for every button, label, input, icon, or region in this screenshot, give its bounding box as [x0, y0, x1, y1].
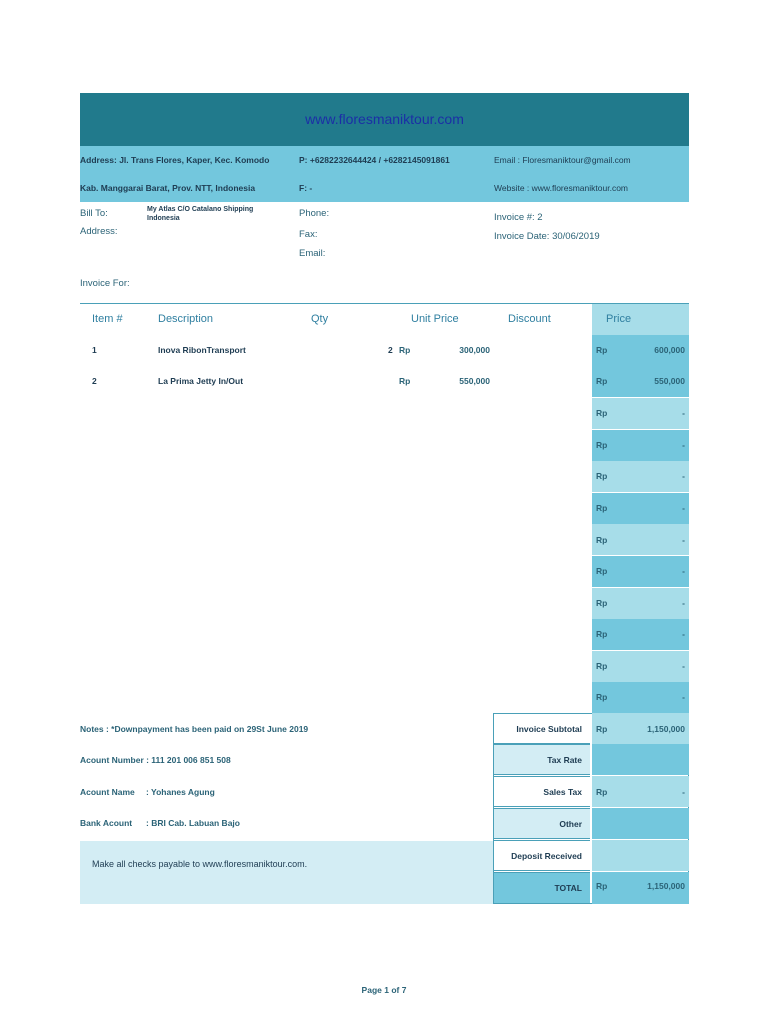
other-label: Other: [493, 808, 590, 839]
row2-unit-price: 550,000: [459, 376, 490, 386]
website-title[interactable]: www.floresmaniktour.com: [305, 111, 464, 127]
empty-row-price: -: [682, 661, 685, 671]
row1-price-currency: Rp: [596, 345, 608, 355]
row1-unit-currency: Rp: [399, 345, 411, 355]
row2-price: 550,000: [654, 376, 685, 386]
empty-row-currency: Rp: [596, 471, 608, 481]
bill-to-value: My Atlas C/O Catalano Shipping Indonesia: [147, 206, 254, 222]
sales-tax-value: -: [682, 787, 685, 797]
checks-payable-text: Make all checks payable to www.floresmaniktour.com.: [92, 859, 308, 869]
checks-payable-box: [80, 841, 493, 904]
fax-label: Fax:: [299, 229, 318, 240]
account-name-value: : Yohanes Agung: [146, 787, 215, 797]
empty-row-price: -: [682, 471, 685, 481]
row1-item: 1: [92, 345, 97, 355]
row2-price-currency: Rp: [596, 376, 608, 386]
col-discount: Discount: [508, 313, 551, 325]
empty-row-price: -: [682, 408, 685, 418]
empty-row-currency: Rp: [596, 566, 608, 576]
sales-tax-currency: Rp: [596, 787, 608, 797]
empty-row-currency: Rp: [596, 503, 608, 513]
address-label: Address:: [80, 226, 118, 237]
account-number: Acount Number : 111 201 006 851 508: [80, 755, 231, 765]
tax-rate-cell: [592, 744, 689, 775]
downpayment-note: Notes : *Downpayment has been paid on 29St June 2019: [80, 724, 309, 734]
invoice-number: Invoice #: 2: [494, 212, 543, 223]
total-value: 1,150,000: [647, 881, 685, 891]
empty-row-price: -: [682, 535, 685, 545]
row1-qty: 2: [388, 345, 393, 355]
bank-account-label: Bank Acount: [80, 818, 133, 828]
website-line: Website : www.floresmaniktour.com: [494, 183, 628, 193]
row1-price: 600,000: [654, 345, 685, 355]
row1-unit-price: 300,000: [459, 345, 490, 355]
invoice-for-label: Invoice For:: [80, 278, 130, 289]
row2-item: 2: [92, 376, 97, 386]
empty-row-price: -: [682, 629, 685, 639]
empty-row-currency: Rp: [596, 661, 608, 671]
fax-line: F: -: [299, 183, 313, 193]
row2-unit-currency: Rp: [399, 376, 411, 386]
empty-row-price: -: [682, 503, 685, 513]
account-name-label: Acount Name: [80, 787, 135, 797]
empty-row-currency: Rp: [596, 440, 608, 450]
col-price: Price: [606, 313, 632, 325]
empty-row-currency: Rp: [596, 408, 608, 418]
address-line-2: Kab. Manggarai Barat, Prov. NTT, Indonesia: [80, 183, 256, 193]
empty-row-price: -: [682, 692, 685, 702]
row2-description: La Prima Jetty In/Out: [158, 376, 244, 386]
bill-to-label: Bill To:: [80, 208, 108, 219]
empty-row-currency: Rp: [596, 692, 608, 702]
total-label: TOTAL: [493, 872, 590, 904]
empty-row-currency: Rp: [596, 535, 608, 545]
email-label: Email:: [299, 248, 326, 259]
empty-row-price: -: [682, 566, 685, 576]
col-item: Item #: [92, 313, 123, 325]
tax-rate-label: Tax Rate: [493, 744, 590, 775]
page-number: Page 1 of 7: [361, 985, 407, 995]
subtotal-value: 1,150,000: [647, 724, 685, 734]
subtotal-label: Invoice Subtotal: [493, 713, 590, 744]
phone-line: P: +6282232644424 / +6282145091861: [299, 155, 450, 165]
phone-label: Phone:: [299, 208, 330, 219]
other-cell: [592, 808, 689, 839]
sales-tax-label: Sales Tax: [493, 776, 590, 807]
col-qty: Qty: [311, 313, 329, 325]
subtotal-currency: Rp: [596, 724, 608, 734]
email-line: Email : Floresmaniktour@gmail.com: [494, 155, 631, 165]
deposit-label: Deposit Received: [493, 840, 590, 871]
deposit-cell: [592, 840, 689, 871]
bank-account-value: : BRI Cab. Labuan Bajo: [146, 818, 240, 828]
total-currency: Rp: [596, 881, 608, 891]
col-description: Description: [158, 313, 214, 325]
row1-description: Inova RibonTransport: [158, 345, 246, 355]
address-line-1: Address: Jl. Trans Flores, Kaper, Kec. Komodo: [80, 155, 270, 165]
empty-row-currency: Rp: [596, 598, 608, 608]
invoice-date: Invoice Date: 30/06/2019: [494, 231, 600, 242]
empty-row-price: -: [682, 598, 685, 608]
empty-row-price: -: [682, 440, 685, 450]
empty-row-currency: Rp: [596, 629, 608, 639]
col-unit-price: Unit Price: [411, 313, 459, 325]
